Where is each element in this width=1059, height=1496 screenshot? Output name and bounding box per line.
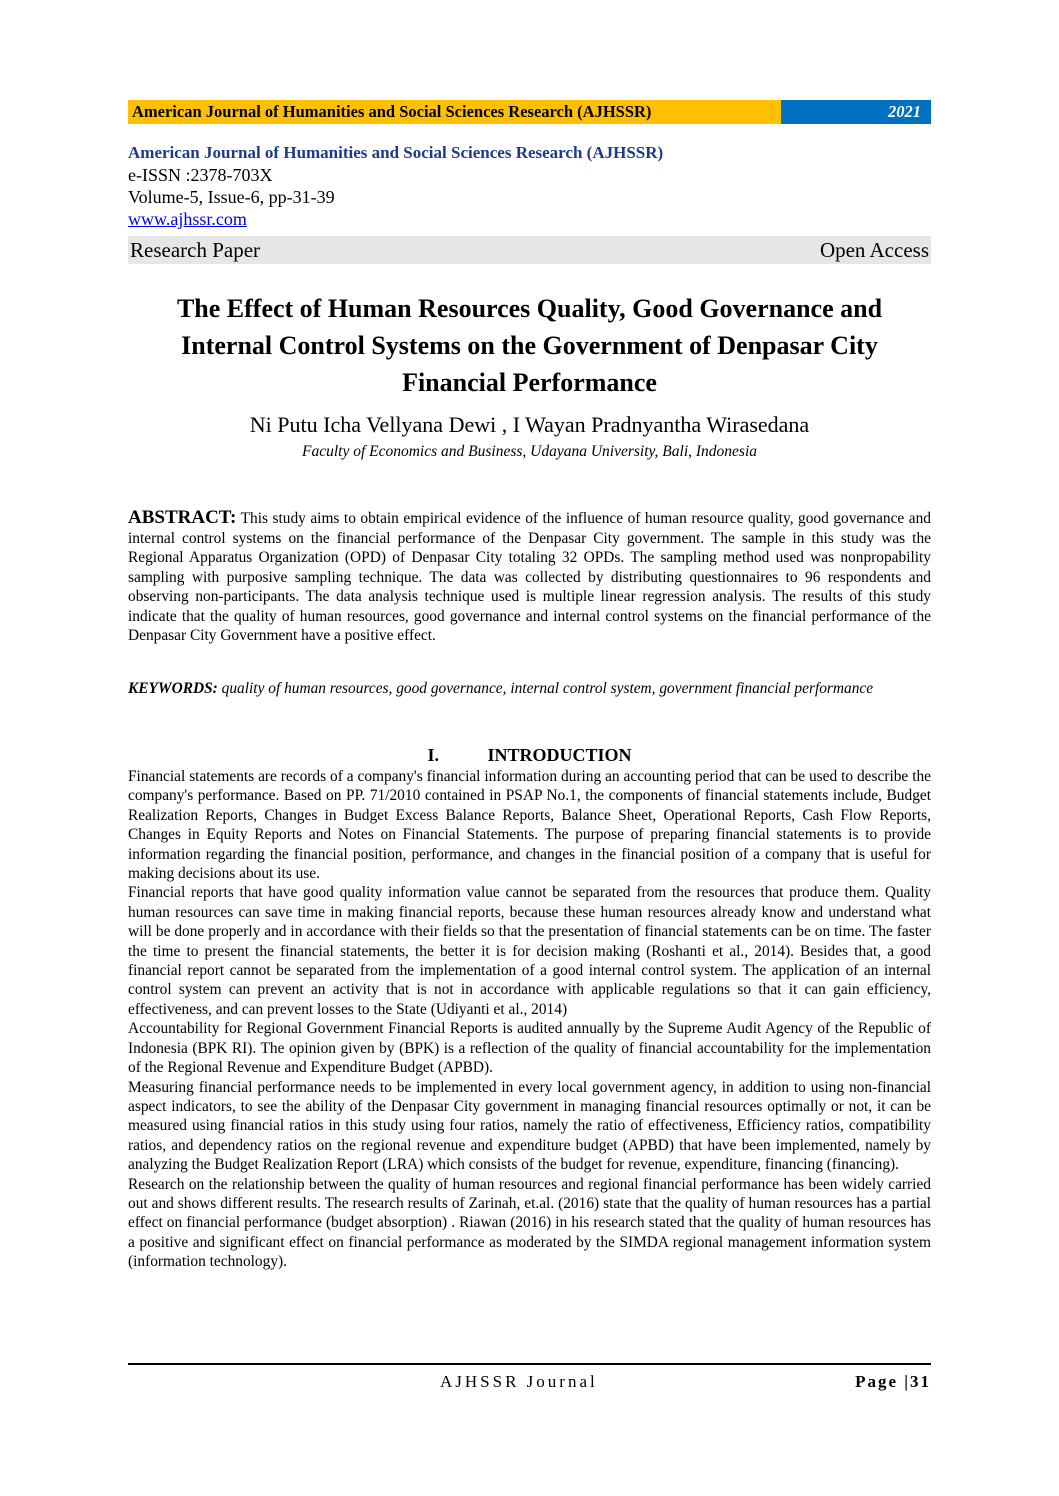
paper-title <box>128 290 931 401</box>
keywords-text: quality of human resources, good governance, internal control system, government financial performance <box>221 680 874 697</box>
title-line: The Effect of Human Resources Quality, Good Governance and <box>176 294 883 323</box>
page-footer <box>128 1372 931 1394</box>
keywords-label: KEYWORDS: <box>128 680 218 697</box>
footer-journal: AJHSSR Journal <box>440 1372 598 1391</box>
introduction-body <box>128 767 931 1272</box>
intro-paragraph: Research on the relationship between the quality of human resources and regional financial performance has been widely carried out and shows different results. The research results of Zarinah, et.al. (2016) state that the quality of human resources has a partial effect on financial performance (budget absorption) . Riawan (2016) in his research stated that the quality of human resources has a positive and significant effect on financial performance as moderated by the SIMDA regional management information system (information technology). <box>128 1175 931 1271</box>
journal-name: American Journal of Humanities and Social Sciences Research (AJHSSR) <box>128 143 664 162</box>
footer-page <box>855 1372 931 1392</box>
footer-page-number: 31 <box>910 1372 931 1391</box>
author-affiliation: Faculty of Economics and Business, Udayana University, Bali, Indonesia <box>301 443 758 460</box>
paper-type-bar <box>128 236 931 264</box>
paper-type: Research Paper <box>130 237 261 262</box>
header-journal-name: American Journal of Humanities and Social Sciences Research (AJHSSR) <box>128 100 781 124</box>
running-header <box>128 100 931 124</box>
footer-page-label: Page | <box>855 1372 910 1391</box>
keywords <box>128 679 931 699</box>
abstract-label: ABSTRACT: <box>128 507 237 528</box>
journal-info-block <box>128 142 931 230</box>
title-line: Internal Control Systems on the Government of Denpasar City <box>181 331 878 360</box>
title-line: Financial Performance <box>402 368 657 397</box>
section-title: INTRODUCTION <box>487 745 632 765</box>
intro-paragraph: Measuring financial performance needs to be implemented in every local government agency, in addition to using non-financial aspect indicators, to see the ability of the Denpasar City government in managing financial resources optimally or not, it can be measured using financial ratios in this study using four ratios, namely the ratio of effectiveness, Efficiency ratios, compatibility ratios, and dependency ratios on the regional revenue and expenditure budget (APBD) that have been implemented, namely by analyzing the Budget Realization Report (LRA) which consists of the budget for revenue, expenditure, financing (financing). <box>128 1078 931 1174</box>
paper-authors: Ni Putu Icha Vellyana Dewi , I Wayan Pradnyantha Wirasedana <box>249 412 810 437</box>
header-year: 2021 <box>781 100 931 124</box>
intro-paragraph: Financial reports that have good quality information value cannot be separated from the resources that produce them. Quality human resources can save time in making financial reports, because these human resources already know and understand what will be done properly and in accordance with their fields so that the presentation of financial statements can be on time. The faster the time to present the financial statements, the better it is for decision making (Roshanti et al., 2014). Besides that, a good financial report cannot be separated from the implementation of a good internal control system. The application of an internal control system can prevent an activity that is not in accordance with applicable regulations so that it can gain efficiency, effectiveness, and can prevent losses to the State (Udiyanti et al., 2014) <box>128 884 931 1018</box>
footer-divider <box>128 1363 931 1365</box>
journal-issn: e-ISSN :2378-703X <box>128 165 273 185</box>
journal-volume: Volume-5, Issue-6, pp-31-39 <box>128 187 335 207</box>
abstract <box>128 508 931 646</box>
intro-paragraph: Accountability for Regional Government Financial Reports is audited annually by the Supreme Audit Agency of the Republic of Indonesia (BPK RI). The opinion given by (BPK) is a reflection of the quality of financial accountability for the implementation of the Regional Revenue and Expenditure Budget (APBD). <box>128 1020 931 1077</box>
journal-url-link[interactable]: www.ajhssr.com <box>128 209 247 229</box>
abstract-text: This study aims to obtain empirical evidence of the influence of human resource quality, good governance and internal control systems on the financial performance of the Denpasar City government. The sample in this study was the Regional Apparatus Organization (OPD) of Denpasar City totaling 32 OPDs. The sampling method used was nonpropability sampling with purposive sampling technique. The data was collected by distributing questionnaires to 96 respondents and observing non-participants. The data analysis technique used is multiple linear regression analysis. The results of this study indicate that the quality of human resources, good governance and internal control systems on the financial performance of the Denpasar City Government have a positive effect. <box>128 510 931 644</box>
intro-paragraph: Financial statements are records of a company's financial information during an accounting period that can be used to describe the company's performance. Based on PP. 71/2010 contained in PSAP No.1, the components of financial statements include, Budget Realization Reports, Changes in Budget Excess Balance Reports, Balance Sheet, Operational Reports, Cash Flow Reports, Changes in Equity Reports and Notes on Financial Statements. The purpose of preparing financial statements is to provide information regarding the financial position, performance, and changes in the financial position of a company that is useful for making decisions about its use. <box>128 768 931 883</box>
section-number: I. <box>427 745 439 765</box>
access-type: Open Access <box>819 237 929 262</box>
section-heading-introduction <box>128 745 931 766</box>
